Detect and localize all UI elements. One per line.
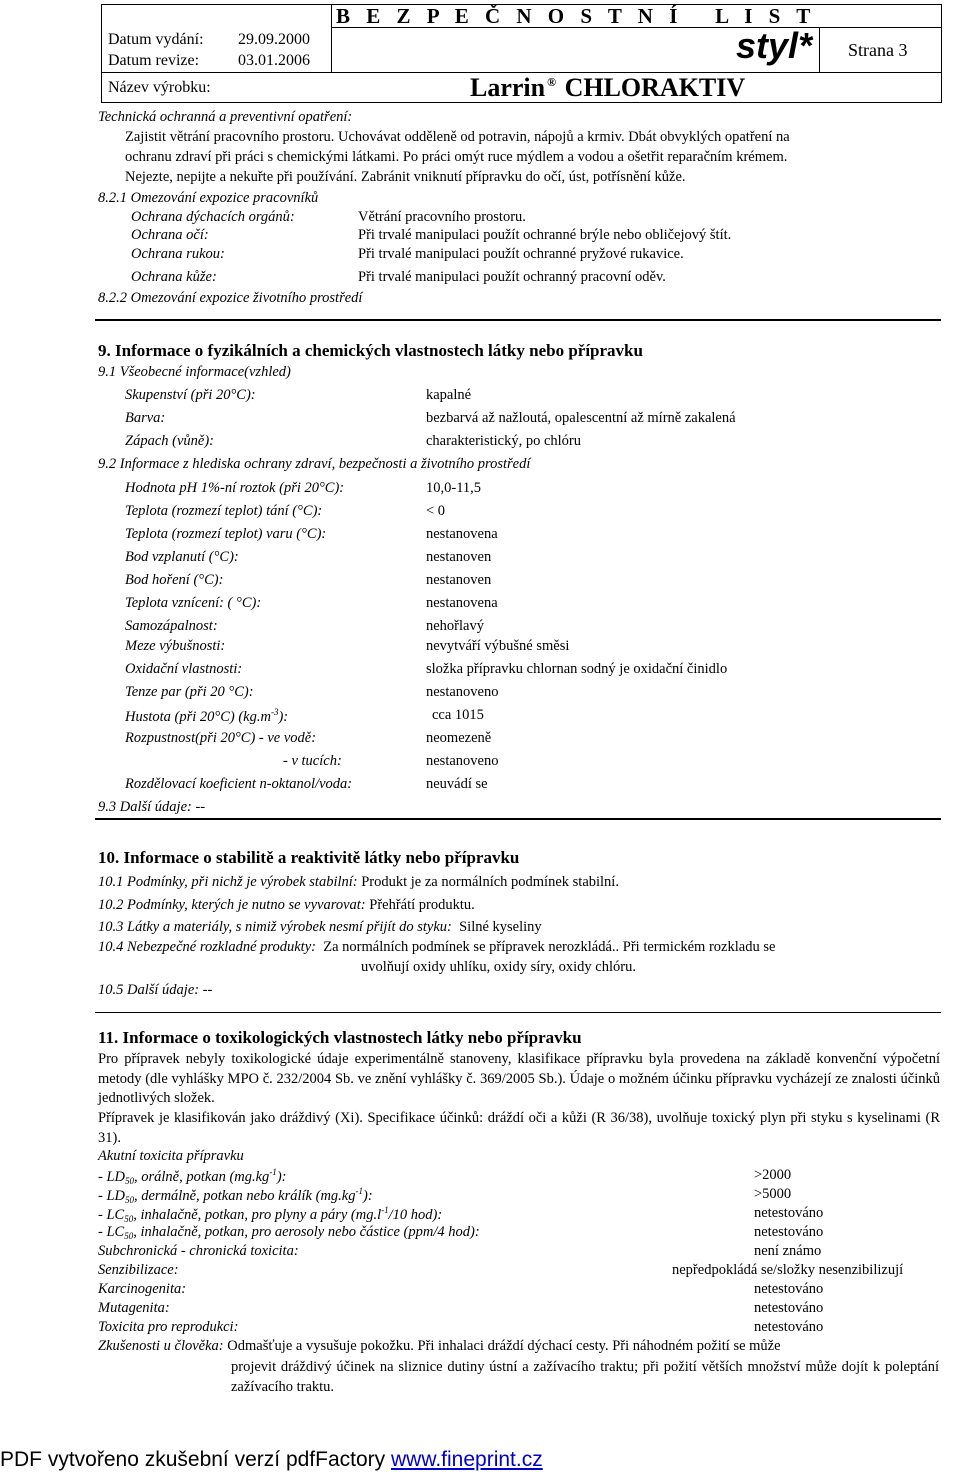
stability-value: Přehřátí produktu.: [365, 897, 475, 913]
toxicity-label-sub: 50: [125, 1194, 134, 1205]
stability-value: Za normálních podmínek se přípravek nerozkládá.. Při termickém rozkladu se: [315, 939, 776, 955]
product-name-brand: Larrin: [470, 73, 546, 102]
section-9-heading: 9. Informace o fyzikálních a chemických vlastnostech látky nebo přípravku: [98, 341, 643, 360]
toxicity-label-sup: -1: [355, 1186, 363, 1196]
property-label: Skupenství (při 20°C):: [125, 387, 256, 403]
section-divider: [95, 818, 941, 820]
property-value: nestanoveno: [426, 684, 499, 700]
stability-item: [98, 939, 775, 956]
toxicity-label: [98, 1186, 373, 1205]
property-label: Teplota (rozmezí teplot) tání (°C):: [125, 503, 323, 519]
product-name-label: Název výrobku:: [108, 79, 211, 96]
toxicity-value: netestováno: [754, 1300, 824, 1316]
subsection-9-1: 9.1 Všeobecné informace(vzhled): [98, 364, 291, 380]
property-label: [125, 707, 288, 726]
stability-item: [98, 874, 619, 891]
property-label-end: ):: [278, 708, 289, 725]
property-label: - v tucích:: [283, 753, 342, 769]
tech-measures-line: ochranu zdraví při práci s chemickými látkami. Po práci omýt ruce mýdlem a vodou a ošetřit reparačním krémem.: [125, 149, 788, 165]
registered-mark: ®: [547, 75, 557, 89]
toxicity-value: netestováno: [754, 1224, 824, 1240]
property-label-sup: -3: [270, 707, 279, 717]
property-value: neomezeně: [426, 730, 492, 746]
toxicity-label-end: ):: [276, 1168, 287, 1185]
protection-label: Ochrana rukou:: [131, 246, 225, 262]
property-value: bezbarvá až nažloutá, opalescentní až mírně zakalená: [426, 410, 736, 426]
logo-text: styl*: [736, 26, 813, 66]
section-10-heading: 10. Informace o stabilitě a reaktivitě látky nebo přípravku: [98, 848, 520, 867]
header-divider-right: [819, 27, 820, 72]
human-experience-text: Odmašťuje a vysušuje pokožku. Při inhalaci dráždí dýchací cesty. Při náhodném požití se může: [223, 1338, 781, 1354]
toxicity-label: [98, 1167, 286, 1186]
protection-value: Při trvalé manipulaci použít ochranné pryžové rukavice.: [358, 246, 684, 262]
product-name: [470, 73, 745, 103]
property-label: Tenze par (při 20 °C):: [125, 684, 254, 700]
human-experience-label: Zkušenosti u člověka:: [98, 1338, 224, 1354]
property-label: Samozápalnost:: [125, 618, 218, 634]
toxicity-value: nepředpokládá se/složky nesenzibilizují: [672, 1262, 904, 1278]
toxicity-label-pre: - LD: [98, 1168, 125, 1185]
toxicity-label: Senzibilizace:: [98, 1262, 179, 1278]
tech-measures-line: Nejezte, nepijte a nekuřte při používání. Zabránit vniknutí přípravku do očí, úst, potřísnění kůže.: [125, 169, 686, 185]
human-experience-continuation: projevit dráždivý účinek na sliznice dutiny ústní a zažívacího traktu; při požití větších množství může dojít k poleptání zažívacího traktu.: [231, 1359, 939, 1395]
stability-item: [98, 897, 475, 914]
toxicity-label-sup: -1: [381, 1205, 389, 1215]
property-value: nehořlavý: [426, 618, 484, 634]
property-value: nevytváří výbušné směsi: [426, 638, 570, 654]
toxicity-label-post: , orálně, potkan (mg.kg: [134, 1168, 270, 1185]
styl-logo: [736, 26, 818, 71]
pdf-footer: [0, 1448, 543, 1472]
property-value: nestanoven: [426, 572, 492, 588]
property-value: nestanovena: [426, 526, 498, 542]
toxicity-label: [98, 1205, 442, 1224]
human-experience: [98, 1338, 781, 1355]
stability-value: Produkt je za normálních podmínek stabilní.: [357, 874, 619, 890]
stability-label: 10.1 Podmínky, při nichž je výrobek stabilní:: [98, 874, 358, 890]
issue-date-value: 29.09.2000: [238, 31, 310, 48]
toxicity-label-post: , inhalačně, potkan, pro aerosoly nebo částice (ppm/4 hod):: [133, 1224, 480, 1240]
revision-date-label: Datum revize:: [108, 52, 200, 69]
document-title: B E Z P E Č N O S T N Í L I S T: [336, 4, 816, 28]
stability-label: 10.3 Látky a materiály, s nimiž výrobek nesmí přijít do styku:: [98, 919, 452, 935]
toxicity-label-end: /10 hod):: [388, 1206, 443, 1223]
property-value: nestanovena: [426, 595, 498, 611]
stability-item: [98, 919, 542, 936]
property-value: cca 1015: [432, 707, 484, 723]
toxicity-label-sub: 50: [125, 1175, 134, 1186]
toxicity-label-pre: - LC: [98, 1224, 125, 1240]
toxicology-paragraph: Pro přípravek nebyly toxikologické údaje experimentálně stanoveny, klasifikace přípravku byla provedena na základě konvenční výpočetní metody (dle vyhlášky MPO č. 232/2004 Sb. ve znění vyhlášky č. 369/2005 Sb.). Údaje o možném účinku přípravku vycházejí ze znalosti účinků jednotlivých složek.: [98, 1051, 940, 1106]
property-value: kapalné: [426, 387, 472, 403]
toxicity-value: netestováno: [754, 1205, 824, 1221]
toxicity-label-sup: -1: [269, 1167, 277, 1177]
property-value: složka přípravku chlornan sodný je oxidační činidlo: [426, 661, 728, 677]
toxicity-label-pre: - LD: [98, 1187, 125, 1204]
property-label: Meze výbušnosti:: [125, 638, 226, 654]
stability-value: Silné kyseliny: [451, 919, 542, 935]
property-value: nestanoven: [426, 549, 492, 565]
toxicity-label-pre: - LC: [98, 1206, 125, 1223]
subsection-8-2-2: 8.2.2 Omezování expozice životního prostředí: [98, 290, 363, 306]
tech-measures-heading: Technická ochranná a preventivní opatření:: [98, 109, 353, 125]
toxicity-value: netestováno: [754, 1319, 824, 1335]
section-divider: [95, 1012, 941, 1013]
property-label: Bod hoření (°C):: [125, 572, 224, 588]
property-label-text: Hustota (při 20°C) (kg.m: [125, 708, 271, 725]
stability-label: 10.4 Nebezpečné rozkladné produkty:: [98, 939, 316, 955]
property-label: Teplota vznícení: ( °C):: [125, 595, 262, 611]
footer-link[interactable]: www.fineprint.cz: [390, 1448, 543, 1471]
protection-value: Větrání pracovního prostoru.: [358, 209, 526, 225]
protection-value: Při trvalé manipulaci použít ochranný pracovní oděv.: [358, 269, 666, 285]
subsection-9-3: 9.3 Další údaje: --: [98, 799, 206, 815]
stability-label: 10.2 Podmínky, kterých je nutno se vyvarovat:: [98, 897, 366, 913]
section-divider: [95, 319, 941, 321]
toxicity-value: není známo: [754, 1243, 822, 1259]
toxicity-value: >2000: [754, 1167, 792, 1183]
protection-label: Ochrana dýchacích orgánů:: [131, 209, 295, 225]
page-number: Strana 3: [848, 40, 908, 60]
footer-text: PDF vytvořeno zkušební verzí pdfFactory: [0, 1448, 391, 1471]
toxicity-label: [98, 1224, 480, 1241]
header-divider-left: [331, 4, 332, 72]
property-label: Rozdělovací koeficient n-oktanol/voda:: [125, 776, 353, 792]
protection-label: Ochrana očí:: [131, 227, 209, 243]
toxicity-label: Subchronická - chronická toxicita:: [98, 1243, 299, 1259]
property-label: Rozpustnost(při 20°C) - ve vodě:: [125, 730, 317, 746]
toxicity-label: Toxicita pro reprodukci:: [98, 1319, 239, 1335]
product-name-suffix: CHLORAKTIV: [564, 73, 746, 102]
property-value: 10,0-11,5: [426, 480, 482, 496]
property-label: Zápach (vůně):: [125, 433, 214, 449]
protection-value: Při trvalé manipulaci použít ochranné brýle nebo obličejový štít.: [358, 227, 732, 243]
property-value: neuvádí se: [426, 776, 488, 792]
toxicity-value: >5000: [754, 1186, 792, 1202]
acute-toxicity-heading: Akutní toxicita přípravku: [98, 1148, 244, 1164]
toxicity-value: netestováno: [754, 1281, 824, 1297]
toxicity-label-end: ):: [362, 1187, 373, 1204]
issue-date-label: Datum vydání:: [108, 31, 204, 48]
classification-paragraph: Přípravek je klasifikován jako dráždivý (Xi). Specifikace účinků: dráždí oči a kůži (R 36/38), uvolňuje toxický plyn při styku s kyselinami (R 31).: [98, 1110, 940, 1146]
toxicity-label-post: , dermálně, potkan nebo králík (mg.kg: [134, 1187, 356, 1204]
stability-item-continuation: uvolňují oxidy uhlíku, oxidy síry, oxidy chlóru.: [361, 959, 636, 975]
property-label: Teplota (rozmezí teplot) varu (°C):: [125, 526, 327, 542]
section-11-heading: 11. Informace o toxikologických vlastnostech látky nebo přípravku: [98, 1028, 582, 1047]
toxicity-label-sub: 50: [124, 1213, 134, 1224]
property-label: Barva:: [125, 410, 166, 426]
toxicity-label-sub: 50: [124, 1231, 134, 1241]
toxicity-label: Mutagenita:: [98, 1300, 170, 1316]
subsection-9-2: 9.2 Informace z hlediska ochrany zdraví, bezpečnosti a životního prostředí: [98, 456, 531, 472]
tech-measures-line: Zajistit větrání pracovního prostoru. Uchovávat odděleně od potravin, nápojů a krmiv. Dbát obvyklých opatření na: [125, 129, 790, 145]
subsection-10-5: 10.5 Další údaje: --: [98, 982, 213, 998]
property-value: nestanoveno: [426, 753, 499, 769]
revision-date-value: 03.01.2006: [238, 52, 310, 69]
toxicity-label: Karcinogenita:: [98, 1281, 187, 1297]
property-label: Bod vzplanutí (°C):: [125, 549, 239, 565]
property-value: charakteristický, po chlóru: [426, 433, 582, 449]
property-label: Oxidační vlastnosti:: [125, 661, 243, 677]
subsection-8-2-1: 8.2.1 Omezování expozice pracovníků: [98, 190, 319, 206]
property-label: Hodnota pH 1%-ní roztok (při 20°C):: [125, 480, 345, 496]
protection-label: Ochrana kůže:: [131, 269, 217, 285]
toxicity-label-post: , inhalačně, potkan, pro plyny a páry (mg.l: [133, 1206, 382, 1223]
property-value: < 0: [426, 503, 446, 519]
